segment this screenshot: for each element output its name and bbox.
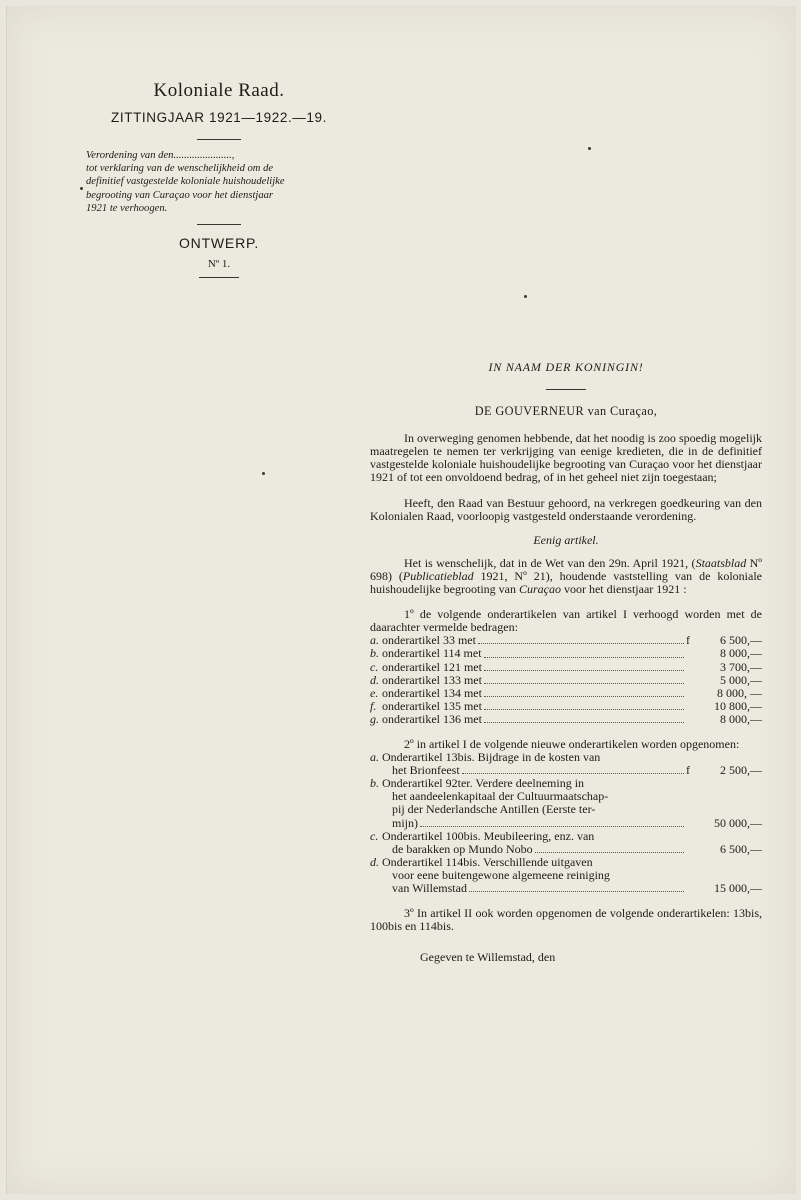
list-item [370,661,762,674]
list-item [370,674,762,687]
article-paragraph: Het is wenschelijk, dat in de Wet van den 29n. April 1921, (Staatsblad Nº 698) (Publicatieblad 1921, Nº 21), houdende vaststelling van de koloniale huishoudelijke begrooting van Curaçao voor het dienstjaar 1921 : [370,555,762,597]
item-label: b. [370,776,379,791]
item-text: onderartikel 33 met [382,633,476,648]
item-label: c. [370,828,379,843]
list-item [370,713,762,726]
item-amount: 6 500,— [720,841,762,856]
dot-leader [484,648,684,658]
list-item [370,856,762,869]
item-text: onderartikel 134 met [382,685,482,700]
item-label: f. [370,698,377,713]
list-item [370,700,762,713]
council-title: Koloniale Raad. [153,80,285,101]
article-text: 1921, Nº 21), houdende vaststelling van de koloniale huishoudelijke begrooting van [370,568,762,597]
item-3: 3º In artikel II ook worden opgenomen de volgende onderartikelen: 13bis, 100bis en 114bis. [370,906,762,934]
ink-speck [80,187,83,190]
description-line: definitief vastgestelde koloniale huishoudelijke [86,176,285,188]
article-text: voor het dienstjaar 1921 : [560,582,687,597]
dot-leader [478,634,684,644]
divider-rule [197,139,241,140]
colony-name: Curaçao [518,582,561,597]
item-currency: f [686,633,690,648]
dot-leader [535,843,684,853]
item-text: onderartikel 114 met [382,646,482,661]
dot-leader [462,764,684,774]
dot-leader [484,687,684,697]
divider-rule [199,277,239,278]
item-amount: 3 700,— [720,659,762,674]
item-amount: 8 000, — [717,685,762,700]
item-amount: 6 500,— [720,633,762,648]
item-2-list [370,751,762,895]
item-text: mijn) [392,815,418,830]
item-amount: 8 000,— [720,711,762,726]
governor-heading: DE GOUVERNEUR van Curaçao, [474,404,658,419]
item-amount: 15 000,— [714,881,762,895]
signature-line: Gegeven te Willemstad, den [420,950,556,965]
document-type: ONTWERP. [178,235,260,252]
list-item [370,830,762,843]
list-item-continuation [370,882,762,895]
list-item-continuation [370,843,762,856]
item-text: Onderartikel 13bis. Bijdrage in de kosten van [382,750,601,765]
ordinance-description [85,149,353,215]
divider-rule [546,389,586,390]
divider-rule [197,224,241,225]
item-text: het Brionfeest [392,763,460,778]
item-currency: f [686,763,690,778]
item-text: Onderartikel 100bis. Meubileering, enz. van [382,828,595,843]
item-text: de barakken op Mundo Nobo [392,841,533,856]
dot-leader [469,882,684,892]
item-label: g. [370,711,379,726]
item-text: onderartikel 133 met [382,672,482,687]
list-item-continuation [370,817,762,830]
dot-leader [484,674,684,684]
item-text: onderartikel 135 met [382,698,482,713]
list-item-continuation: pij der Nederlandsche Antillen (Eerste ter- [392,802,596,817]
document-number: Nº 1. [207,258,231,271]
dot-leader [484,713,684,723]
item-label: a. [370,633,379,648]
document-page [6,6,796,1194]
ink-speck [588,147,591,150]
item-label: d. [370,672,379,687]
article-text: Het is wenschelijk, dat in de Wet van den 29n. April 1921, [404,555,689,570]
list-item-continuation: voor eene buitengewone algemeene reiniging [392,867,610,882]
session-year: ZITTINGJAAR 1921—1922.—19. [111,110,327,125]
preamble-paragraph: In overweging genomen hebbende, dat het noodig is zoo spoedig mogelijk maatregelen te nemen ter verkrijging van eenige kredieten, die in de definitief vastgestelde koloniale huishoudelijke begrooting van Curaçao voor het dienstjaar 1921 of tot een onvoldoend bedrag, of in het geheel niet zijn toegestaan; [370,431,762,485]
description-line: 1921 te verhoogen. [86,202,168,214]
item-amount: 10 800,— [714,698,762,713]
item-text: Onderartikel 114bis. Verschillende uitgaven [382,854,593,869]
item-label: e. [370,685,379,700]
item-text: Onderartikel 92ter. Verdere deelneming in [382,776,585,791]
article-text: Nº 698) ( [370,555,762,583]
header-block [85,80,353,278]
enactment-paragraph: Heeft, den Raad van Bestuur gehoord, na verkregen goedkeuring van den Kolonialen Raad, voorloopig vastgesteld onderstaande verordening. [370,495,762,523]
publicatieblad-ref: Publicatieblad [402,568,474,583]
item-label: c. [370,659,379,674]
ordinance-body [370,361,762,964]
item-amount: 2 500,— [720,763,762,778]
ink-speck [262,472,265,475]
item-1-intro: 1º de volgende onderartikelen van artikel I verhoogd worden met de daarachter vermelde bedragen: [370,607,762,635]
item-label: d. [370,854,379,869]
description-line: begrooting van Curaçao voor het dienstjaar [86,189,274,201]
item-amount: 50 000,— [714,815,762,830]
item-label: a. [370,750,379,765]
dot-leader [484,700,684,710]
item-amount: 5 000,— [720,672,762,687]
description-line: tot verklaring van de wenschelijkheid om de [86,163,274,175]
dot-leader [420,817,684,827]
ink-speck [524,295,527,298]
description-line: Verordening van den......................, [86,150,235,161]
item-text: onderartikel 136 met [382,711,482,726]
dot-leader [484,661,684,671]
list-item [370,647,762,660]
royal-invocation: IN NAAM DER KONINGIN! [488,360,644,374]
article-heading: Eenig artikel. [533,532,599,547]
item-2-intro: 2º in artikel I de volgende nieuwe onderartikelen worden opgenomen: [404,736,740,751]
item-amount: 8 000,— [720,646,762,661]
staatsblad-ref: Staatsblad [695,555,747,570]
item-text: van Willemstad [392,881,467,895]
item-label: b. [370,646,379,661]
item-1-list [370,634,762,726]
list-item-continuation: het aandeelenkapitaal der Cultuurmaatschap- [392,789,609,804]
list-item [370,687,762,700]
item-text: onderartikel 121 met [382,659,482,674]
